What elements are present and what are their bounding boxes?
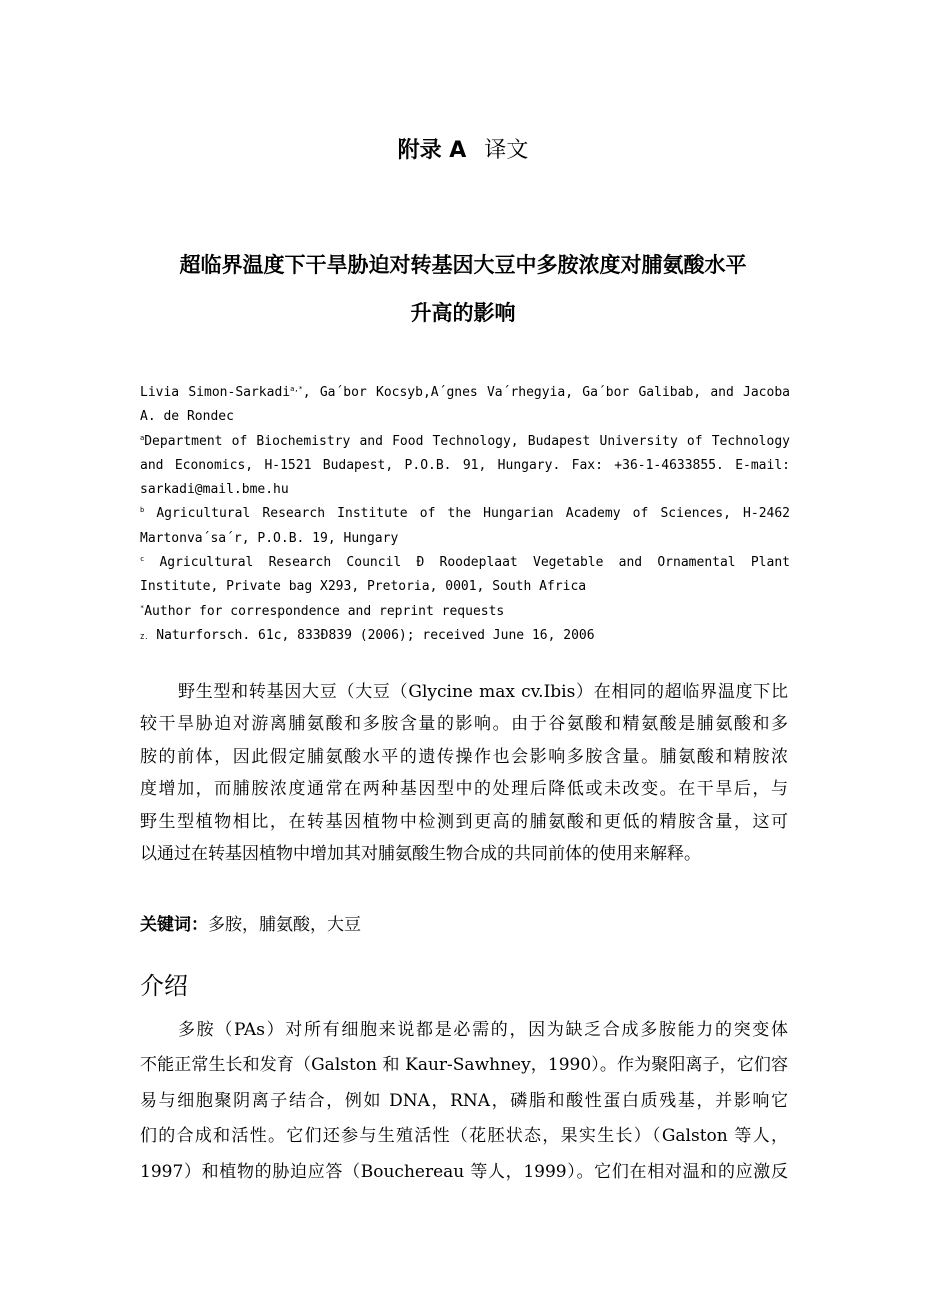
- intro-line: 易与细胞聚阴离子结合，例如 DNA，RNA，磷脂和酸性蛋白质残基，并影响它: [140, 1090, 788, 1111]
- abstract-line: 度增加，而脯胺浓度通常在两种基因型中的处理后降低或未改变。在干旱后，与: [140, 779, 788, 800]
- author-line-1: Livia Simon-Sarkadi$^{a,*}$, Ga´bor Kocsyb,A´gnes Va´rhegyia, Ga´bor Galibab, and Jacoba: [140, 385, 790, 400]
- author-block: [140, 381, 790, 649]
- paper-title: [140, 241, 786, 337]
- keywords-value: 多胺，脯氨酸，大豆: [208, 915, 361, 935]
- abstract-line: 野生型和转基因大豆（大豆（Glycine max cv.Ibis）在相同的超临界温度下比: [178, 682, 788, 702]
- intro-line: 们的合成和活性。它们还参与生殖活性（花胚状态，果实生长）（Galston 等人，: [140, 1126, 788, 1147]
- keywords-label: 关键词：: [140, 915, 208, 935]
- journal-citation: Z. Naturforsch. 61c, 833Ð839 (2006); received June 16, 2006: [140, 627, 595, 643]
- intro-paragraph: [140, 1013, 788, 1190]
- appendix-label: 附录 A: [397, 138, 467, 163]
- abstract: [140, 676, 788, 870]
- title-line-1: 超临界温度下干旱胁迫对转基因大豆中多胺浓度对脯氨酸水平: [179, 253, 747, 277]
- title-line-2: 升高的影响: [410, 301, 516, 325]
- affiliation-a-line-1: $^a$Department of Biochemistry and Food Technology, Budapest University of Technology: [140, 433, 790, 449]
- intro-line: 多胺（PAs）对所有细胞来说都是必需的，因为缺乏合成多胺能力的突变体: [178, 1020, 788, 1040]
- author-line-2: A. de Rondec: [140, 409, 234, 425]
- affiliation-c-line-1: $^c$ Agricultural Research Council Ð Roodeplaat Vegetable and Ornamental Plant: [140, 555, 790, 571]
- correspondence-note: *Author for correspondence and reprint requests: [140, 603, 505, 619]
- intro-line: 不能正常生长和发育（Galston 和 Kaur-Sawhney，1990）。作为聚阳离子，它们容: [140, 1055, 788, 1076]
- abstract-line: 较干旱胁迫对游离脯氨酸和多胺含量的影响。由于谷氨酸和精氨酸是脯氨酸和多: [140, 714, 788, 735]
- abstract-line: 胺的前体，因此假定脯氨酸水平的遗传操作也会影响多胺含量。脯氨酸和精胺浓: [140, 746, 788, 767]
- affiliation-a-email: sarkadi@mail.bme.hu: [140, 482, 289, 498]
- abstract-line: 以通过在转基因植物中增加其对脯氨酸生物合成的共同前体的使用来解释。: [140, 844, 701, 865]
- affiliation-b-line-2: Martonva´sa´r, P.O.B. 19, Hungary: [140, 530, 399, 546]
- affiliation-a-line-2: and Economics, H-1521 Budapest, P.O.B. 91, Hungary. Fax: +36-1-4633855. E-mail:: [140, 457, 790, 473]
- affiliation-b-line-1: $^b$ Agricultural Research Institute of the Hungarian Academy of Sciences, H-2462: [140, 506, 790, 522]
- affiliation-c-line-2: Institute, Private bag X293, Pretoria, 0001, South Africa: [140, 579, 587, 595]
- intro-line: 1997）和植物的胁迫应答（Bouchereau 等人，1999）。它们在相对温和的应激反: [140, 1161, 788, 1182]
- section-heading-intro: 介绍: [140, 972, 188, 1000]
- appendix-subtitle: 译文: [484, 138, 529, 163]
- abstract-line: 野生型植物相比，在转基因植物中检测到更高的脯氨酸和更低的精胺含量，这可: [140, 811, 788, 832]
- appendix-heading: [0, 136, 926, 166]
- keywords: [140, 912, 361, 938]
